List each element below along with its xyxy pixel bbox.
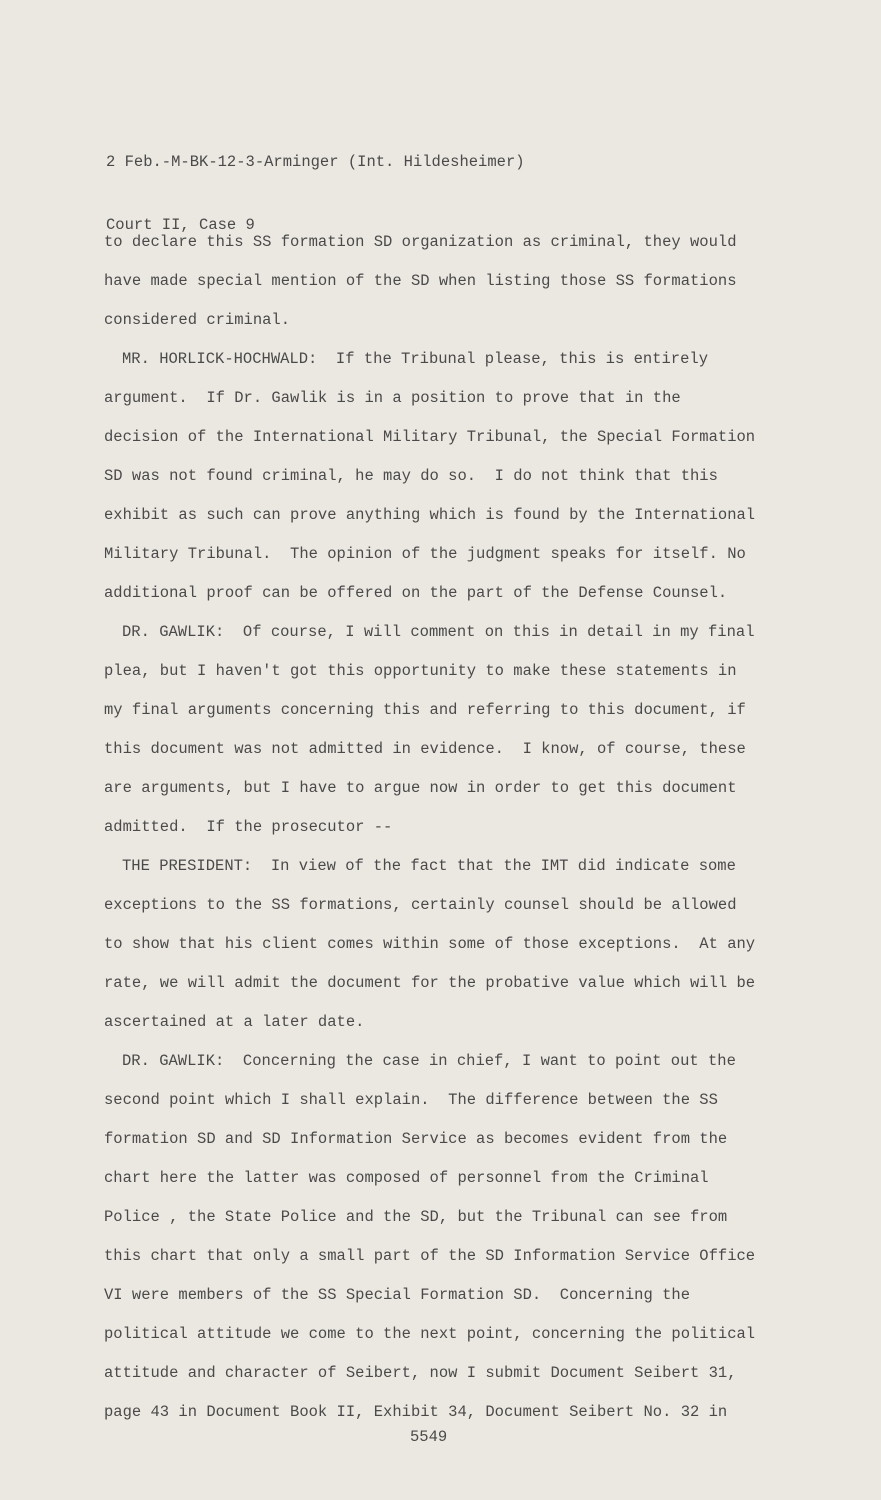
page-number: 5549 [410,1428,448,1446]
transcript-line: exhibit as such can prove anything which is found by the International [104,506,756,524]
transcript-line: MR. HORLICK-HOCHWALD: If the Tribunal please, this is entirely [122,350,708,368]
transcript-line: rate, we will admit the document for the probative value which will be [104,974,756,992]
transcript-line: have made special mention of the SD when listing those SS formations [104,272,737,290]
transcript-line: to show that his client comes within some of those exceptions. At any [104,935,756,953]
transcript-line: DR. GAWLIK: Of course, I will comment on this in detail in my final [122,623,755,641]
transcript-line: VI were members of the SS Special Formation SD. Concerning the [104,1286,690,1304]
transcript-line: to declare this SS formation SD organization as criminal, they would [104,233,737,251]
transcript-line: this document was not admitted in evidence. I know, of course, these [104,740,746,758]
transcript-line: exceptions to the SS formations, certainly counsel should be allowed [104,896,737,914]
transcript-line: my final arguments concerning this and referring to this document, if [104,701,746,719]
transcript-line: Police , the State Police and the SD, but the Tribunal can see from [104,1208,728,1226]
transcript-line: plea, but I haven't got this opportunity to make these statements in [104,662,737,680]
header-court-line: Court II, Case 9 [106,216,255,234]
transcript-line: page 43 in Document Book II, Exhibit 34, Document Seibert No. 32 in [104,1403,728,1421]
transcript-line: ascertained at a later date. [104,1013,365,1031]
transcript-line: are arguments, but I have to argue now in order to get this document [104,779,737,797]
transcript-line: argument. If Dr. Gawlik is in a position to prove that in the [104,389,681,407]
transcript-line: admitted. If the prosecutor -- [104,818,393,836]
transcript-line: DR. GAWLIK: Concerning the case in chief, I want to point out the [122,1052,736,1070]
transcript-line: THE PRESIDENT: In view of the fact that the IMT did indicate some [122,857,736,875]
transcript-line: second point which I shall explain. The difference between the SS [104,1091,718,1109]
transcript-line: SD was not found criminal, he may do so. I do not think that this [104,467,718,485]
transcript-line: chart here the latter was composed of personnel from the Criminal [104,1169,709,1187]
transcript-line: decision of the International Military Tribunal, the Special Formation [104,428,756,446]
transcript-body [104,223,794,1432]
transcript-line: additional proof can be offered on the part of the Defense Counsel. [104,584,728,602]
header-reference-line: 2 Feb.-M-BK-12-3-Arminger (Int. Hildesheimer) [106,153,525,171]
transcript-line: Military Tribunal. The opinion of the judgment speaks for itself. No [104,545,746,563]
transcript-line: considered criminal. [104,311,291,329]
transcript-line: formation SD and SD Information Service as becomes evident from the [104,1130,728,1148]
transcript-line: political attitude we come to the next point, concerning the political [104,1325,756,1343]
transcript-line: attitude and character of Seibert, now I submit Document Seibert 31, [104,1364,737,1382]
transcript-line: this chart that only a small part of the SD Information Service Office [104,1247,756,1265]
